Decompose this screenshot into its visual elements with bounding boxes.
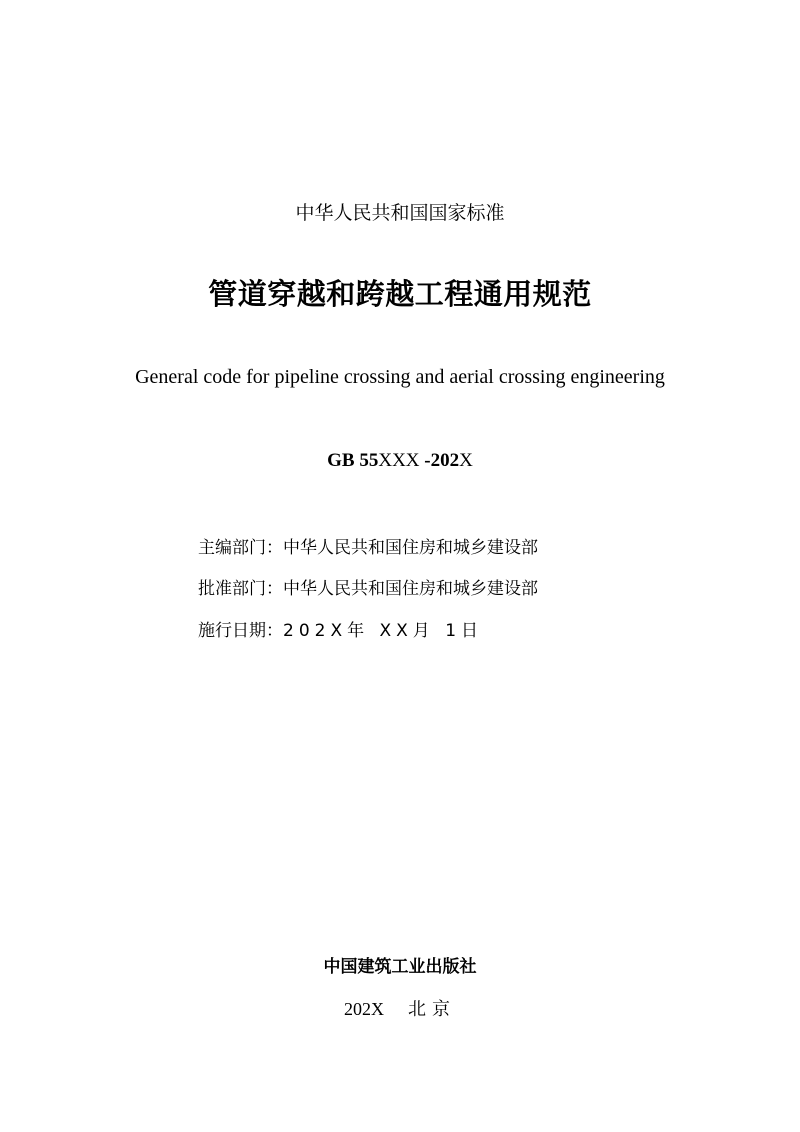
publisher-name: 中国建筑工业出版社 [323,957,477,977]
approver-department-value: 中华人民共和国住房和城乡建设部 [283,579,538,599]
standard-code-year: -202 [419,450,460,471]
editor-department-value: 中华人民共和国住房和城乡建设部 [283,538,538,558]
approver-department-label: 批准部门： [198,579,283,599]
standard-code-year-suffix: X [459,450,473,471]
standard-code [0,450,800,472]
publication-place-year [0,995,800,1021]
effective-date-label: 施行日期： [198,621,283,641]
publication-city: 北京 [408,999,456,1020]
approver-department-row [198,574,538,599]
standard-code-prefix: GB 55 [327,450,379,471]
effective-date-row [198,616,483,641]
standard-category: 中华人民共和国国家标准 [295,202,505,224]
document-title-english: General code for pipeline crossing and aerial crossing engineering [135,366,665,388]
document-title: 管道穿越和跨越工程通用规范 [208,277,592,311]
publication-year: 202X [344,999,384,1019]
editor-department-label: 主编部门： [198,538,283,558]
effective-date-value: 202X年 XX月 1日 [283,621,484,641]
editor-department-row [198,533,538,558]
standard-code-number: XXX [378,450,420,471]
